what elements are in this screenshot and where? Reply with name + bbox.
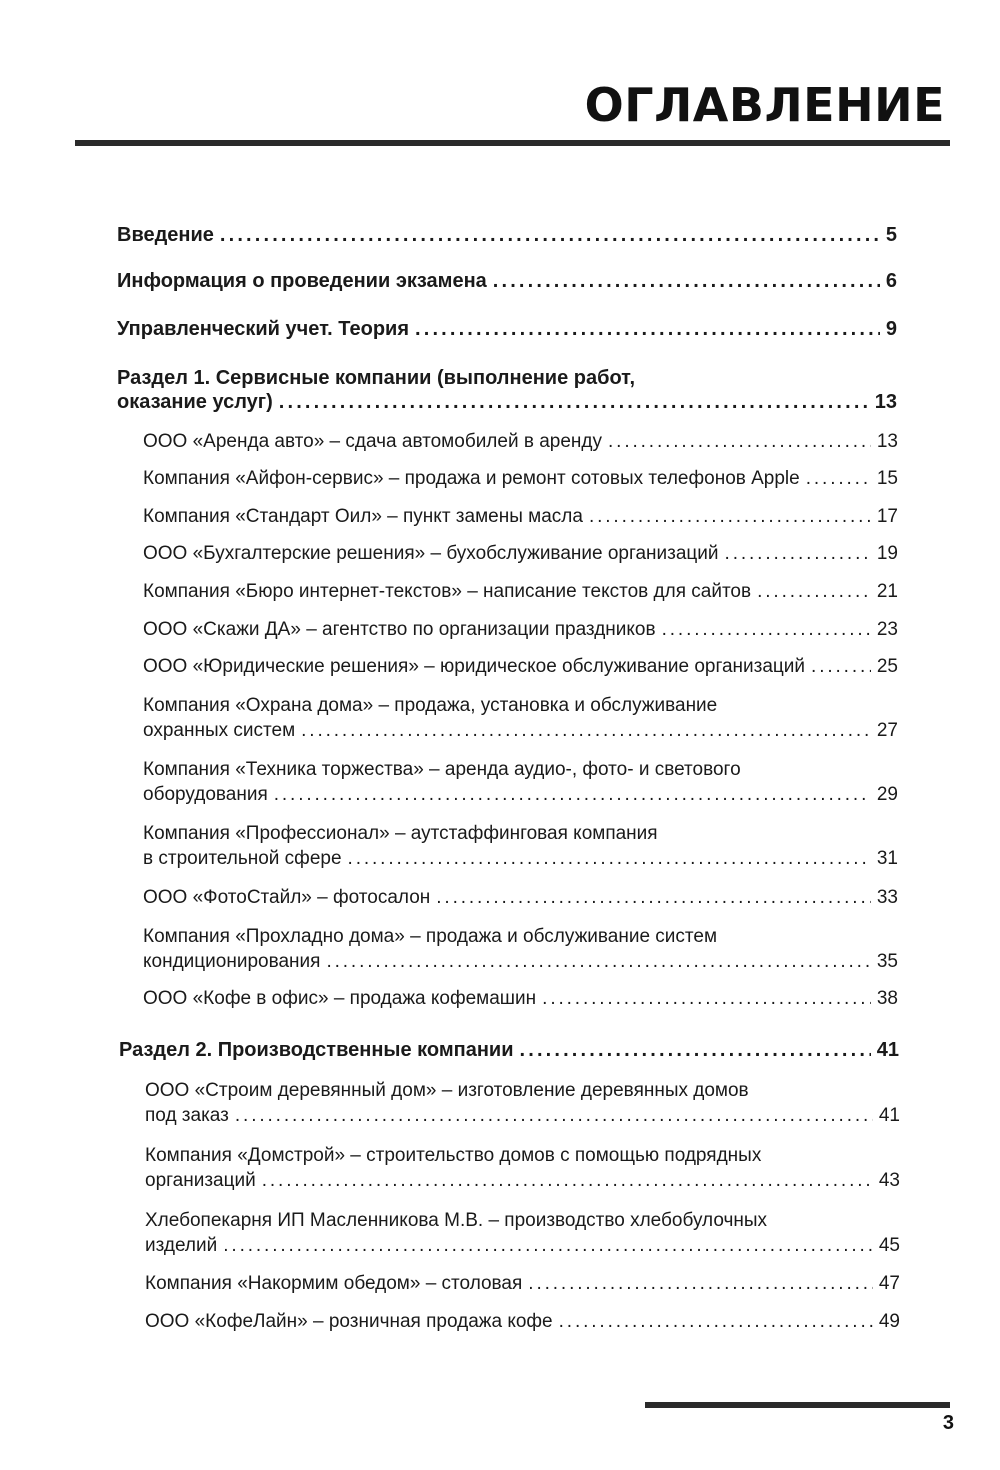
toc-item-page: 49 xyxy=(878,1311,900,1332)
dot-leader xyxy=(279,391,869,414)
toc-item[interactable] xyxy=(145,1311,900,1333)
toc-entry-section1[interactable] xyxy=(117,391,897,414)
toc-entry-page: 13 xyxy=(874,391,897,413)
toc-item-title: ООО «Юридические решения» – юридическое обслуживание организаций xyxy=(143,656,806,677)
toc-item-page: 47 xyxy=(878,1273,900,1294)
dot-leader xyxy=(662,619,871,641)
toc-entry-page: 6 xyxy=(885,270,897,292)
toc-item-page: 23 xyxy=(876,619,898,640)
dot-leader xyxy=(559,1311,873,1333)
toc-item[interactable] xyxy=(145,1273,900,1295)
toc-item-line1: ООО «Строим деревянный дом» – изготовление деревянных домов xyxy=(145,1080,749,1101)
toc-entry-theory[interactable] xyxy=(117,318,897,341)
toc-item-page: 41 xyxy=(878,1105,900,1126)
toc-item-page: 33 xyxy=(876,887,898,908)
toc-item[interactable] xyxy=(143,720,898,742)
dot-leader xyxy=(348,848,871,870)
toc-item[interactable] xyxy=(143,468,898,490)
dot-leader xyxy=(520,1039,871,1062)
page-number: 3 xyxy=(942,1412,954,1434)
toc-entry-page: 41 xyxy=(876,1039,899,1061)
dot-leader xyxy=(415,318,880,341)
toc-item-page: 21 xyxy=(876,581,898,602)
toc-item-page: 27 xyxy=(876,720,898,741)
toc-entry-title: Информация о проведении экзамена xyxy=(117,270,487,292)
dot-leader xyxy=(326,951,870,973)
section1-heading-line1: Раздел 1. Сервисные компании (выполнение работ, xyxy=(117,367,636,389)
dot-leader xyxy=(436,887,871,909)
toc-item-title: ООО «Бухгалтерские решения» – бухобслуживание организаций xyxy=(143,543,719,564)
toc-item[interactable] xyxy=(143,988,898,1010)
toc-item-title: изделий xyxy=(145,1235,218,1256)
toc-item[interactable] xyxy=(143,543,898,565)
dot-leader xyxy=(262,1170,873,1192)
dot-leader xyxy=(811,656,871,678)
toc-item[interactable] xyxy=(145,1170,900,1192)
toc-item[interactable] xyxy=(143,581,898,603)
toc-item-page: 31 xyxy=(876,848,898,869)
toc-entry-page: 9 xyxy=(885,318,897,340)
toc-item-page: 45 xyxy=(878,1235,900,1256)
toc-item-page: 15 xyxy=(876,468,898,489)
toc-entry-exam-info[interactable] xyxy=(117,270,897,293)
toc-item-page: 35 xyxy=(876,951,898,972)
toc-entry-title: Управленческий учет. Теория xyxy=(117,318,410,340)
dot-leader xyxy=(493,270,880,293)
toc-item-title: оборудования xyxy=(143,784,268,805)
toc-item-title: кондиционирования xyxy=(143,951,321,972)
toc-item-page: 25 xyxy=(876,656,898,677)
toc-item[interactable] xyxy=(145,1235,900,1257)
toc-item-title: охранных систем xyxy=(143,720,296,741)
page-title: ОГЛАВЛЕНИЕ xyxy=(584,78,945,132)
toc-item[interactable] xyxy=(143,656,898,678)
toc-item[interactable] xyxy=(143,431,898,453)
toc-item-title: ООО «КофеЛайн» – розничная продажа кофе xyxy=(145,1311,553,1332)
toc-item[interactable] xyxy=(143,848,898,870)
toc-item-title: ООО «Скажи ДА» – агентство по организации праздников xyxy=(143,619,656,640)
toc-item-page: 13 xyxy=(876,431,898,452)
header-rule xyxy=(75,140,950,146)
dot-leader xyxy=(542,988,871,1010)
toc-entry-title: Раздел 2. Производственные компании xyxy=(119,1039,514,1061)
toc-item-line1: Компания «Охрана дома» – продажа, установка и обслуживание xyxy=(143,695,718,716)
toc-item[interactable] xyxy=(143,951,898,973)
footer-rule xyxy=(645,1402,950,1408)
toc-item-title: Компания «Стандарт Оил» – пункт замены масла xyxy=(143,506,583,527)
dot-leader xyxy=(274,784,871,806)
toc-item-line1: Компания «Прохладно дома» – продажа и обслуживание систем xyxy=(143,926,718,947)
dot-leader xyxy=(608,431,871,453)
toc-item-title: ООО «Аренда авто» – сдача автомобилей в аренду xyxy=(143,431,603,452)
dot-leader xyxy=(223,1235,873,1257)
toc-item-page: 38 xyxy=(876,988,898,1009)
toc-item-title: ООО «Кофе в офис» – продажа кофемашин xyxy=(143,988,537,1009)
toc-item-line1: Компания «Техника торжества» – аренда аудио-, фото- и светового xyxy=(143,759,741,780)
toc-item-page: 29 xyxy=(876,784,898,805)
toc-item-page: 43 xyxy=(878,1170,900,1191)
toc-item-title: Компания «Накормим обедом» – столовая xyxy=(145,1273,523,1294)
toc-item-page: 17 xyxy=(876,506,898,527)
dot-leader xyxy=(301,720,871,742)
toc-item-page: 19 xyxy=(876,543,898,564)
toc-item-title: Компания «Бюро интернет-текстов» – написание текстов для сайтов xyxy=(143,581,752,602)
dot-leader xyxy=(757,581,871,603)
toc-item[interactable] xyxy=(143,619,898,641)
dot-leader xyxy=(589,506,871,528)
dot-leader xyxy=(528,1273,873,1295)
dot-leader xyxy=(806,468,871,490)
dot-leader xyxy=(235,1105,873,1127)
toc-item-title: ООО «ФотоСтайл» – фотосалон xyxy=(143,887,431,908)
toc-item-title: Компания «Айфон-сервис» – продажа и ремонт сотовых телефонов Apple xyxy=(143,468,800,489)
toc-item[interactable] xyxy=(145,1105,900,1127)
toc-item-title: в строительной сфере xyxy=(143,848,342,869)
toc-item-line1: Компания «Домстрой» – строительство домов с помощью подрядных xyxy=(145,1145,762,1166)
toc-entry-title: Введение xyxy=(117,224,214,246)
dot-leader xyxy=(725,543,871,565)
toc-entry-page: 5 xyxy=(885,224,897,246)
dot-leader xyxy=(220,224,880,247)
toc-entry-intro[interactable] xyxy=(117,224,897,247)
toc-item[interactable] xyxy=(143,887,898,909)
toc-entry-section2[interactable] xyxy=(119,1039,899,1062)
toc-item-title: под заказ xyxy=(145,1105,229,1126)
toc-item-line1: Хлебопекарня ИП Масленникова М.В. – производство хлебобулочных xyxy=(145,1210,768,1231)
toc-item[interactable] xyxy=(143,506,898,528)
toc-item[interactable] xyxy=(143,784,898,806)
toc-item-title: организаций xyxy=(145,1170,256,1191)
toc-entry-title: оказание услуг) xyxy=(117,391,273,413)
toc-item-line1: Компания «Профессионал» – аутстаффинговая компания xyxy=(143,823,658,844)
